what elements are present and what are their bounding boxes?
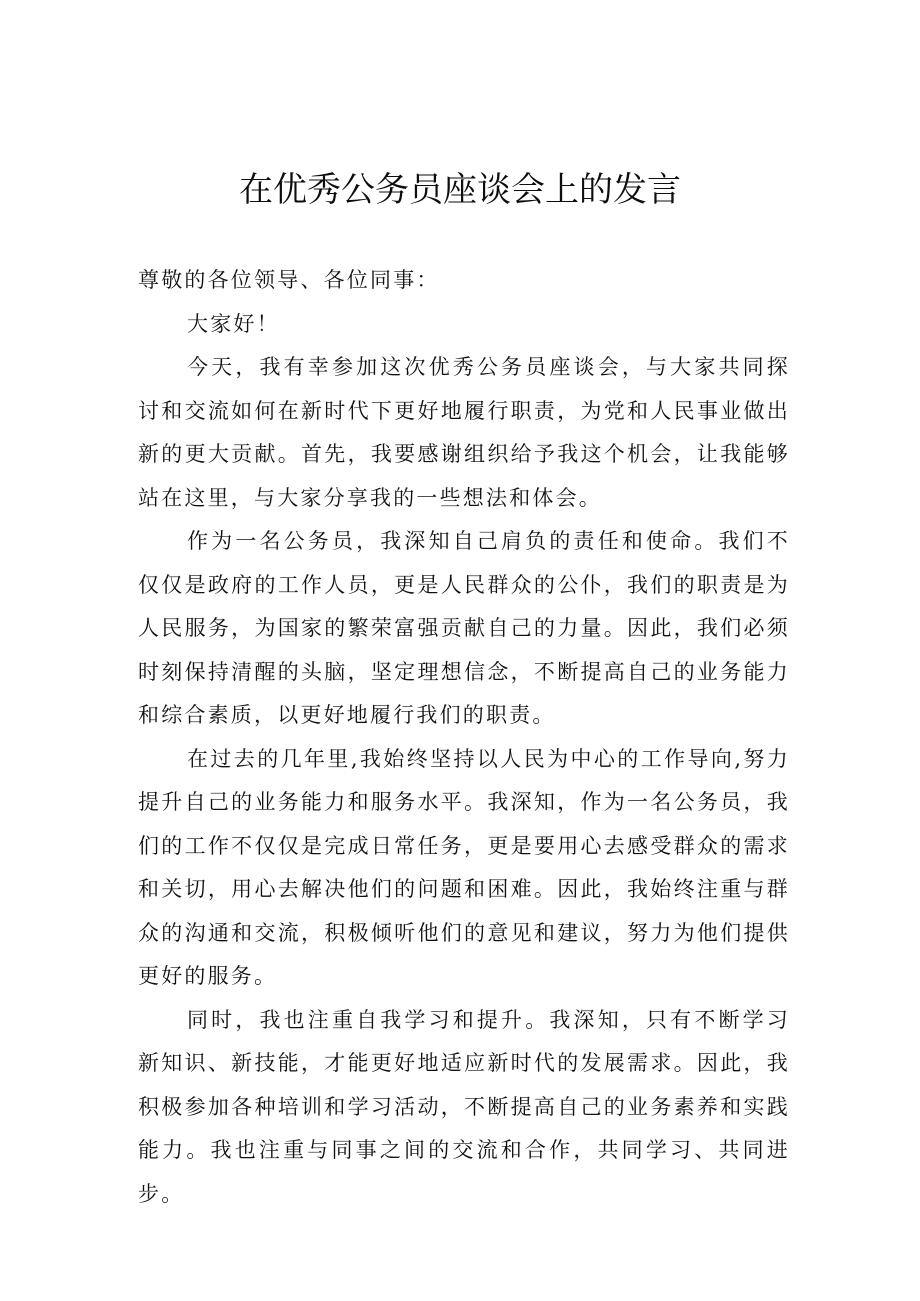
document-title: 在优秀公务员座谈会上的发言 xyxy=(239,170,681,210)
greeting: 大家好！ xyxy=(187,311,280,336)
paragraph: 今天，我有幸参加这次优秀公务员座谈会，与大家共同探讨和交流如何在新时代下更好地履行职责，为党和人民事业做出新的更大贡献。首先，我要感谢组织给予我这个机会，让我能够站在这里，与大家分享我的一些想法和体会。 xyxy=(138,355,790,510)
salutation: 尊敬的各位领导、各位同事： xyxy=(138,268,440,292)
paragraph: 在过去的几年里,我始终坚持以人民为中心的工作导向,努力提升自己的业务能力和服务水平。我深知，作为一名公务员，我们的工作不仅仅是完成日常任务，更是要用心去感受群众的需求和关切，用心去解决他们的问题和困难。因此，我始终注重与群众的沟通和交流，积极倾听他们的意见和建议，努力为他们提供更好的服务。 xyxy=(138,746,790,988)
paragraph: 作为一名公务员，我深知自己肩负的责任和使命。我们不仅仅是政府的工作人员，更是人民群众的公仆，我们的职责是为人民服务，为国家的繁荣富强贡献自己的力量。因此，我们必须时刻保持清醒的头脑，坚定理想信念，不断提高自己的业务能力和综合素质，以更好地履行我们的职责。 xyxy=(138,529,790,727)
document-body xyxy=(138,259,790,1216)
paragraph: 同时，我也注重自我学习和提升。我深知，只有不断学习新知识、新技能，才能更好地适应新时代的发展需求。因此，我积极参加各种培训和学习活动，不断提高自己的业务素养和实践能力。我也注重与同事之间的交流和合作，共同学习、共同进步。 xyxy=(138,1007,790,1206)
